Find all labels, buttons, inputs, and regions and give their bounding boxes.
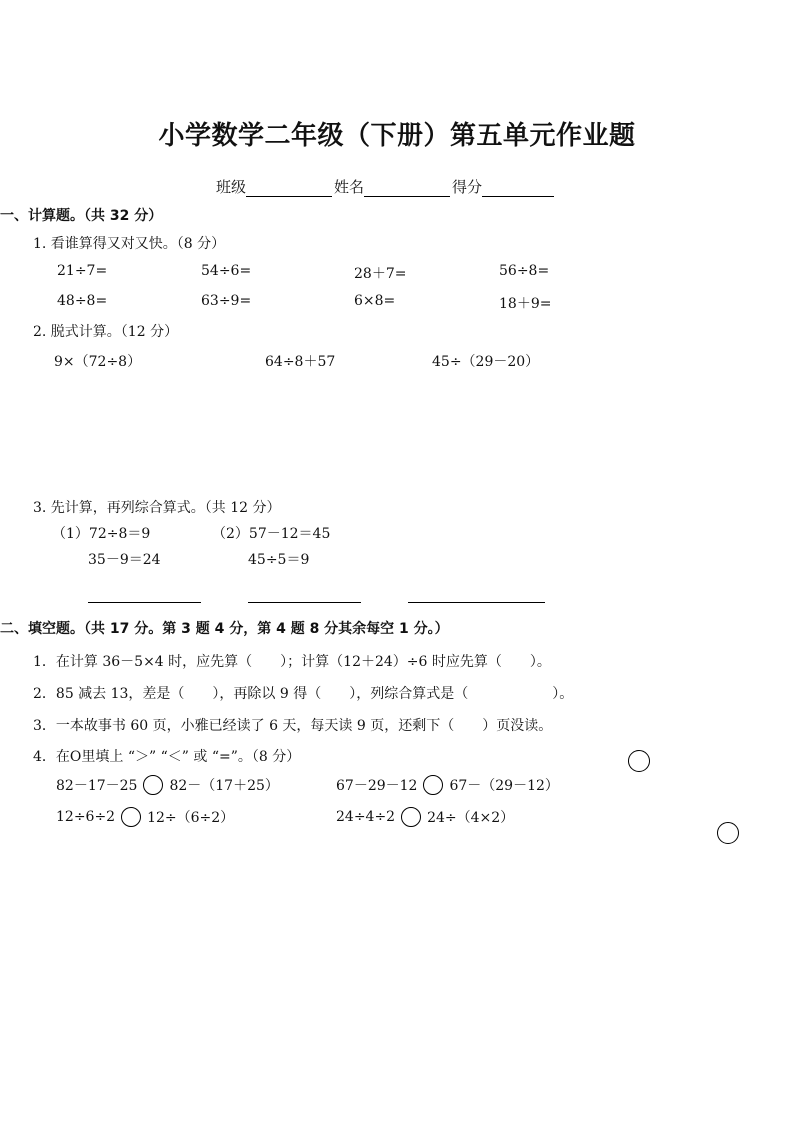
- step-calc-item: 45÷（29－20）: [432, 354, 540, 370]
- calc-item: 63÷9=: [201, 293, 252, 309]
- compare-left: 12÷6÷2: [56, 809, 116, 825]
- calc-item: 21÷7=: [57, 263, 108, 279]
- calc-item: 54÷6=: [201, 263, 252, 279]
- student-info: [216, 176, 556, 197]
- fill-q4-label: 4．在O里填上 “＞” “＜” 或 “=”。（8 分）: [33, 749, 301, 765]
- fill-q2: 2．85 减去 13，差是（ ），再除以 9 得（ ），列综合算式是（ ）。: [33, 686, 574, 702]
- name-label: 姓名: [334, 178, 365, 196]
- compare-circle[interactable]: [423, 775, 443, 795]
- compare-item: [56, 807, 234, 827]
- calc-item: 6×8=: [354, 293, 396, 309]
- q2-label: 2. 脱式计算。（12 分）: [33, 324, 179, 340]
- compare-circle[interactable]: [401, 807, 421, 827]
- compare-left: 67－29－12: [336, 778, 418, 794]
- compare-right: 12÷（6÷2）: [147, 810, 235, 826]
- compare-circle[interactable]: [143, 775, 163, 795]
- score-blank[interactable]: [482, 180, 554, 197]
- answer-line[interactable]: [88, 602, 201, 603]
- class-label: 班级: [216, 178, 247, 196]
- calc-item: 56÷8=: [499, 263, 550, 279]
- q3-label: 3. 先计算，再列综合算式。（共 12 分）: [33, 500, 281, 516]
- compare-right: 82－（17＋25）: [169, 778, 279, 794]
- section1-heading: 一、计算题。（共 32 分）: [0, 208, 163, 224]
- fill-q1: 1．在计算 36－5×4 时，应先算（ ）；计算（12＋24）÷6 时应先算（ ）。: [33, 654, 551, 670]
- section2-heading: 二、填空题。（共 17 分。第 3 题 4 分，第 4 题 8 分其余每空 1 分。）: [0, 621, 449, 637]
- calc-item: 18＋9=: [499, 296, 552, 312]
- page-title: 小学数学二年级（下册）第五单元作业题: [158, 121, 636, 151]
- stray-circle: [717, 822, 739, 844]
- answer-line[interactable]: [248, 602, 361, 603]
- compare-left: 82－17－25: [56, 778, 138, 794]
- compare-right: 67－（29－12）: [449, 778, 559, 794]
- compare-circle[interactable]: [121, 807, 141, 827]
- calc-item: 28＋7=: [354, 266, 407, 282]
- compare-item: [336, 807, 514, 827]
- compare-item: [336, 775, 559, 795]
- step-calc-item: 64÷8＋57: [265, 354, 336, 370]
- combined-p2-line1: （2）57－12＝45: [212, 526, 331, 542]
- fill-q3: 3．一本故事书 60 页，小雅已经读了 6 天，每天读 9 页，还剩下（ ）页没读。: [33, 718, 553, 734]
- class-blank[interactable]: [246, 180, 332, 197]
- stray-circle: [628, 750, 650, 772]
- answer-line[interactable]: [408, 602, 545, 603]
- calc-item: 48÷8=: [57, 293, 108, 309]
- name-blank[interactable]: [364, 180, 450, 197]
- compare-item: [56, 775, 279, 795]
- combined-p1-line1: （1）72÷8＝9: [52, 526, 151, 542]
- compare-left: 24÷4÷2: [336, 809, 396, 825]
- combined-p1-line2: 35－9＝24: [88, 552, 161, 568]
- q1-label: 1. 看谁算得又对又快。（8 分）: [33, 236, 226, 252]
- combined-p2-line2: 45÷5＝9: [248, 552, 310, 568]
- score-label: 得分: [452, 178, 483, 196]
- step-calc-item: 9×（72÷8）: [54, 354, 142, 370]
- compare-right: 24÷（4×2）: [427, 810, 515, 826]
